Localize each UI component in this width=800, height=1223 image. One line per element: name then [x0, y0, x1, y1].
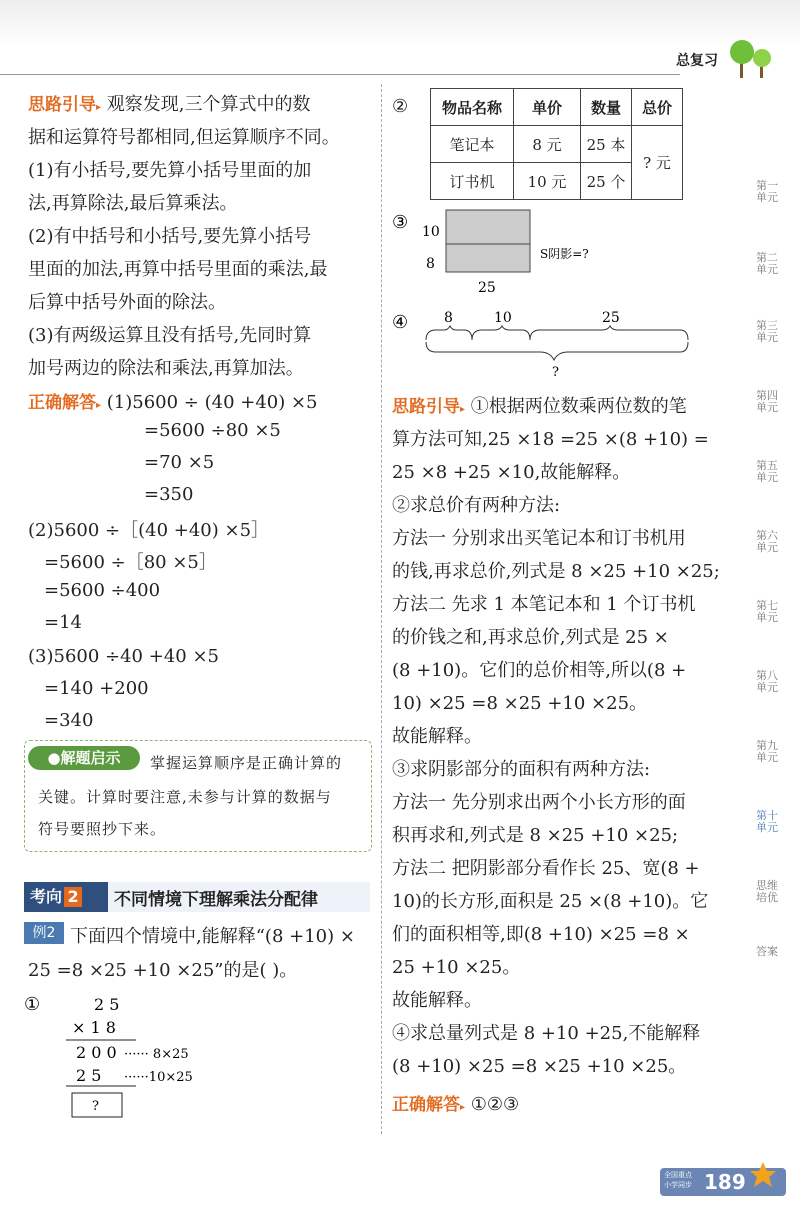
shaded-rectangle [446, 210, 530, 272]
sidebar-tab[interactable]: 第五单元 [756, 459, 778, 484]
seg-label: 8 [444, 310, 453, 326]
brace-a [426, 326, 472, 340]
footer-brand: 全国重点 小学同步 [664, 1171, 692, 1189]
calc-line: =70 ×5 [144, 452, 215, 473]
sidebar-tab[interactable]: 思维培优 [756, 879, 778, 904]
dim-label: 8 [426, 256, 435, 272]
answer-heading-right: 正确解答▸ ①②③ [392, 1094, 520, 1115]
text-line: 积再求和,列式是 8 ×25 +10 ×25; [392, 825, 679, 846]
triangle-icon: ▸ [96, 400, 102, 411]
table-cell: 8 元 [514, 126, 581, 163]
text-line: 据和运算符号都相同,但运算顺序不同。 [28, 127, 340, 148]
seg-label: ? [552, 365, 559, 380]
text-line: 25 +10 ×25。 [392, 957, 521, 978]
brace-total [426, 342, 688, 360]
chapter-title: 总复习 [676, 53, 718, 69]
text-line: (2)有中括号和小括号,要先算小括号 [28, 226, 312, 247]
brace-b [472, 326, 530, 340]
seg-label: 25 [602, 310, 620, 326]
text-line: 的钱,再求总价,列式是 8 ×25 +10 ×25; [392, 561, 720, 582]
text-line: (1)有小括号,要先算小括号里面的加 [28, 160, 312, 181]
vert-note: ······ 8×25 [124, 1047, 189, 1062]
text-line: (8 +10)。它们的总价相等,所以(8 + [392, 660, 687, 681]
tip-badge: ●解题启示 [28, 746, 140, 770]
brace-c [530, 326, 688, 340]
table-cell: 笔记本 [431, 126, 514, 163]
text-line: (8 +10) ×25 =8 ×25 +10 ×25。 [392, 1056, 687, 1077]
example-badge: 例2 [24, 922, 64, 944]
sidebar-tab[interactable]: 答案 [756, 945, 778, 958]
table-cell: ? 元 [632, 126, 683, 200]
rectangle-diagram [390, 200, 620, 300]
sidebar-tab[interactable]: 第二单元 [756, 251, 778, 276]
item-number: ④ [392, 312, 409, 333]
text-line: 法,再算除法,最后算乘法。 [28, 193, 238, 214]
vert-row: 2 5 [94, 995, 120, 1014]
column-divider [381, 84, 382, 1134]
table-cell: 订书机 [431, 163, 514, 200]
calc-line: (2)5600 ÷［(40 +40) ×5］ [28, 520, 270, 541]
table-cell: 25 本 [581, 126, 632, 163]
text-line: 10)的长方形,面积是 25 ×(8 +10)。它 [392, 891, 709, 912]
sidebar-tab[interactable]: 第九单元 [756, 739, 778, 764]
seg-label: 10 [494, 310, 512, 326]
calc-line: (3)5600 ÷40 +40 ×5 [28, 646, 219, 667]
text-line: (3)有两级运算且没有括号,先同时算 [28, 325, 312, 346]
calc-line: =5600 ÷400 [44, 580, 161, 601]
sidebar-tab[interactable]: 第四单元 [756, 389, 778, 414]
calc-line: =14 [44, 612, 82, 633]
lightbulb-icon: ● [47, 749, 61, 767]
calc-line: =5600 ÷80 ×5 [144, 420, 281, 441]
table-header: 总价 [632, 89, 683, 126]
think-heading-left: 思路引导▸ 观察发现,三个算式中的数 [28, 94, 311, 115]
calc-line: =140 +200 [44, 678, 149, 699]
sidebar-tab-active[interactable]: 第十单元 [756, 809, 778, 834]
text-line: 后算中括号外面的除法。 [28, 292, 226, 313]
example-line: 下面四个情境中,能解释“(8 +10) × [70, 926, 355, 947]
star-icon [748, 1160, 778, 1190]
table-cell: 25 个 [581, 163, 632, 200]
calc-line: =340 [44, 710, 94, 731]
answer-placeholder: ? [92, 1099, 99, 1114]
text-line: 10) ×25 =8 ×25 +10 ×25。 [392, 693, 648, 714]
sidebar-tab[interactable]: 第一单元 [756, 179, 778, 204]
text-line: 25 ×8 +25 ×10,故能解释。 [392, 462, 631, 483]
text-line: 方法二 把阴影部分看作长 25、宽(8 + [392, 858, 700, 879]
text-line: 故能解释。 [392, 990, 482, 1011]
vert-row: 2 0 0 [76, 1043, 117, 1062]
table-header: 单价 [514, 89, 581, 126]
item-number: ② [392, 96, 409, 117]
calc-line: =350 [144, 484, 194, 505]
triangle-icon: ▸ [96, 102, 102, 113]
triangle-icon: ▸ [460, 1102, 466, 1113]
vert-note: ······10×25 [124, 1070, 193, 1085]
text-line: 们的面积相等,即(8 +10) ×25 =8 × [392, 924, 690, 945]
text-line: 加号两边的除法和乘法,再算加法。 [28, 358, 304, 379]
item-number: ③ [392, 212, 409, 233]
text-line: ②求总价有两种方法: [392, 495, 561, 516]
page-number: 189 [704, 1170, 746, 1194]
vertical-multiplication [20, 990, 240, 1120]
sidebar-tab[interactable]: 第六单元 [756, 529, 778, 554]
calc-line: =5600 ÷［80 ×5］ [44, 552, 217, 573]
item-number: ① [24, 994, 41, 1015]
tip-line: 关键。计算时要注意,未参与计算的数据与 [38, 788, 332, 806]
sidebar-tab[interactable]: 第三单元 [756, 319, 778, 344]
dim-label: 25 [478, 280, 496, 296]
header-rule [0, 74, 680, 75]
vert-row: × 1 8 [72, 1018, 116, 1037]
table-header: 物品名称 [431, 89, 514, 126]
text-line: 里面的加法,再算中括号里面的乘法,最 [28, 259, 328, 280]
text-line: 方法二 先求 1 本笔记本和 1 个订书机 [392, 594, 696, 615]
answer-heading-left: 正确解答▸ (1)5600 ÷ (40 +40) ×5 [28, 392, 318, 413]
text-line: ④求总量列式是 8 +10 +25,不能解释 [392, 1023, 701, 1044]
area-label: S阴影=? [540, 247, 589, 261]
tip-line: 掌握运算顺序是正确计算的 [150, 754, 343, 772]
header-band [0, 0, 800, 48]
tree-icon [722, 36, 782, 80]
section-title: 不同情境下理解乘法分配律 [114, 890, 318, 910]
text-line: 算方法可知,25 ×18 =25 ×(8 +10) = [392, 429, 709, 450]
think-heading-right: 思路引导▸ ①根据两位数乘两位数的笔 [392, 396, 687, 417]
section-badge: 考向 2 [24, 882, 108, 912]
text-line: 方法一 先分别求出两个小长方形的面 [392, 792, 686, 813]
table-header: 数量 [581, 89, 632, 126]
sidebar-tab[interactable]: 第七单元 [756, 599, 778, 624]
text-line: 故能解释。 [392, 726, 482, 747]
tip-line: 符号要照抄下来。 [38, 820, 167, 838]
vert-row: 2 5 [76, 1066, 102, 1085]
table-cell: 10 元 [514, 163, 581, 200]
dim-label: 10 [422, 224, 440, 240]
text-line: ③求阴影部分的面积有两种方法: [392, 759, 651, 780]
sidebar-tab[interactable]: 第八单元 [756, 669, 778, 694]
price-table [430, 88, 683, 200]
segment-diagram [390, 306, 710, 380]
text-line: 方法一 分别求出买笔记本和订书机用 [392, 528, 686, 549]
text-line: 的价钱之和,再求总价,列式是 25 × [392, 627, 669, 648]
triangle-icon: ▸ [460, 404, 466, 415]
example-line: 25 =8 ×25 +10 ×25”的是( )。 [28, 960, 298, 981]
